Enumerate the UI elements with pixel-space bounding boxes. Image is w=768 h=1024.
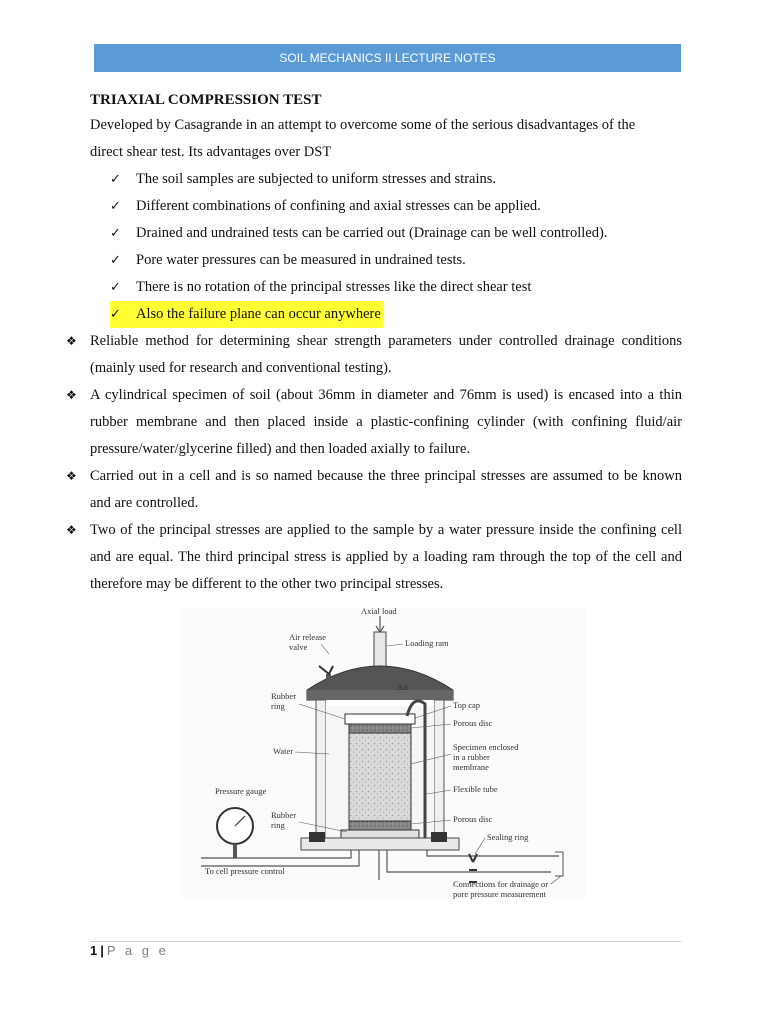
checkmark-icon: ✓ <box>110 280 121 295</box>
diamond-bullet-icon: ❖ <box>66 388 77 402</box>
cell-wall-right <box>434 700 444 838</box>
page-footer <box>90 943 169 958</box>
section-title: TRIAXIAL COMPRESSION TEST <box>90 92 322 108</box>
diamond-bullet-icon: ❖ <box>66 334 77 348</box>
triaxial-cell-diagram <box>181 604 586 904</box>
checkmark-icon: ✓ <box>110 253 121 268</box>
checkmark-icon: ✓ <box>110 226 121 241</box>
label-rubber-ring-top-2: ring <box>271 701 285 711</box>
label-valve: valve <box>289 642 308 652</box>
label-connections-1: Connections for drainage or <box>453 879 549 889</box>
diamond-bullet-icon: ❖ <box>66 523 77 537</box>
triaxial-cell-svg <box>181 604 586 904</box>
label-specimen-1: Specimen enclosed <box>453 742 519 752</box>
advantage-item-highlighted: ✓ Also the failure plane can occur anywhere <box>110 301 383 328</box>
label-top-cap: Top cap <box>453 700 481 710</box>
label-axial-load: Axial load <box>361 606 397 616</box>
label-pressure-gauge: Pressure gauge <box>215 786 267 796</box>
advantage-item: ✓ Pore water pressures can be measured in undrained tests. <box>110 247 466 274</box>
bullet-item: ❖ Carried out in a cell and is so named because the three principal stresses are assumed to be known and are controlled. <box>62 463 682 517</box>
label-loading-ram: Loading ram <box>405 638 449 648</box>
label-rubber-ring-top-1: Rubber <box>271 691 297 701</box>
porous-disc-top <box>349 724 411 733</box>
cell-wall-left <box>316 700 326 838</box>
label-air-release: Air release <box>289 632 327 642</box>
label-specimen-3: membrane <box>453 762 489 772</box>
bullet-item: ❖ Two of the principal stresses are applied to the sample by a water pressure inside the confining cell and are equal. The third principal stress is applied by a loading ram through the top of the cell and therefore may be different to the other two principal stresses. <box>62 517 682 598</box>
bullet-item: ❖ A cylindrical specimen of soil (about 36mm in diameter and 76mm is used) is encased into a thin rubber membrane and then placed inside a plastic-confining cylinder (with confining fluid/air pressure/water/glycerine filled) and then loaded axially to failure. <box>62 382 682 463</box>
header-title: SOIL MECHANICS II LECTURE NOTES <box>279 51 496 65</box>
advantage-item: ✓ Different combinations of confining and axial stresses can be applied. <box>110 193 541 220</box>
label-rubber-ring-bottom-1: Rubber <box>271 810 297 820</box>
intro-line-1: Developed by Casagrande in an attempt to overcome some of the serious disadvantages of the <box>90 117 636 133</box>
label-cell-pressure: To cell pressure control <box>205 866 285 876</box>
porous-disc-bottom <box>349 821 411 830</box>
checkmark-icon: ✓ <box>110 199 121 214</box>
advantage-item: ✓ The soil samples are subjected to uniform stresses and strains. <box>110 166 496 193</box>
label-air: Air <box>397 682 409 692</box>
label-connections-2: pore pressure measurement <box>453 889 546 899</box>
soil-specimen <box>349 733 411 821</box>
checkmark-icon: ✓ <box>110 172 121 187</box>
label-porous-disc-bottom: Porous disc <box>453 814 493 824</box>
diamond-bullet-icon: ❖ <box>66 469 77 483</box>
footer-separator: | <box>100 943 104 958</box>
label-specimen-2: in a rubber <box>453 752 490 762</box>
intro-line-2: direct shear test. Its advantages over DST <box>90 144 332 160</box>
header-banner <box>94 44 681 72</box>
footer-divider <box>90 941 681 942</box>
advantage-item: ✓ There is no rotation of the principal stresses like the direct shear test <box>110 274 531 301</box>
label-porous-disc-top: Porous disc <box>453 718 493 728</box>
label-water: Water <box>273 746 294 756</box>
label-rubber-ring-bottom-2: ring <box>271 820 285 830</box>
bullet-item: ❖ Reliable method for determining shear strength parameters under controlled drainage conditions (mainly used for research and conventional testing). <box>62 328 682 382</box>
label-sealing-ring: Sealing ring <box>487 832 529 842</box>
top-cap <box>345 714 415 724</box>
checkmark-icon: ✓ <box>110 307 121 322</box>
pedestal <box>341 830 419 838</box>
page-word: P a g e <box>106 943 169 958</box>
advantage-item: ✓ Drained and undrained tests can be carried out (Drainage can be well controlled). <box>110 220 607 247</box>
page-number: 1 <box>90 943 98 958</box>
label-flexible-tube: Flexible tube <box>453 784 498 794</box>
